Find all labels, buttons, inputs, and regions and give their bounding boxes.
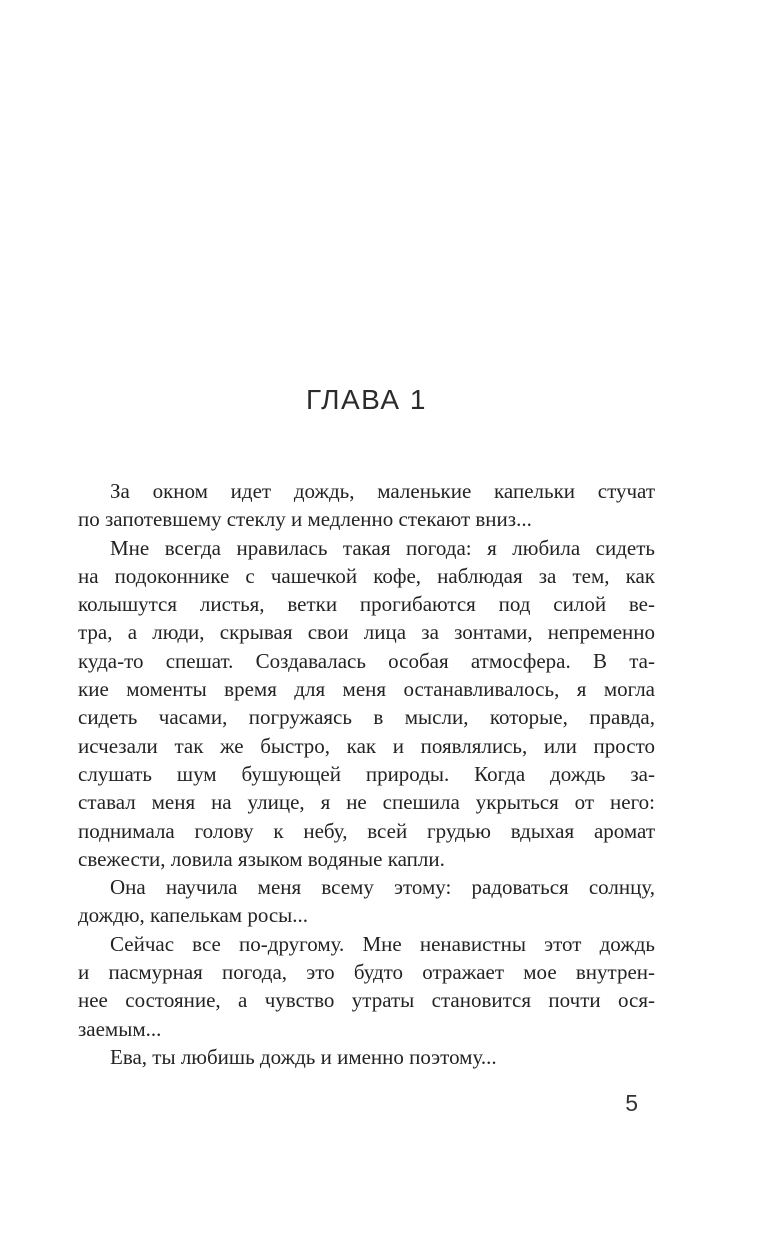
text-line: тра, а люди, скрывая свои лица за зонтами, непременно bbox=[78, 620, 655, 645]
paragraph bbox=[78, 534, 655, 874]
text-line: куда-то спешат. Создавалась особая атмосфера. В та- bbox=[78, 648, 655, 673]
text-line: сидеть часами, погружаясь в мысли, которые, правда, bbox=[78, 705, 655, 730]
text-line: слушать шум бушующей природы. Когда дождь за- bbox=[78, 761, 655, 786]
text-line: заемым... bbox=[78, 1016, 162, 1041]
body-text bbox=[78, 477, 655, 1071]
text-line: нее состояние, а чувство утраты становится почти ося- bbox=[78, 988, 655, 1013]
text-line: колышутся листья, ветки прогибаются под силой ве- bbox=[78, 592, 655, 617]
text-line: Ева, ты любишь дождь и именно поэтому... bbox=[110, 1044, 497, 1069]
text-line: поднимала голову к небу, всей грудью вдыхая аромат bbox=[78, 818, 655, 843]
text-line: Сейчас все по-другому. Мне ненавистны этот дождь bbox=[110, 931, 655, 956]
text-line: исчезали так же быстро, как и появлялись, или просто bbox=[78, 733, 655, 758]
page-number: 5 bbox=[625, 1090, 638, 1116]
paragraph bbox=[78, 930, 655, 1043]
text-line: Она научила меня всему этому: радоваться солнцу, bbox=[110, 875, 655, 900]
paragraph bbox=[78, 477, 655, 534]
paragraph bbox=[78, 1043, 655, 1071]
paragraph bbox=[78, 873, 655, 930]
text-line: кие моменты время для меня останавливалось, я могла bbox=[78, 677, 655, 702]
text-line: дождю, капелькам росы... bbox=[78, 903, 309, 928]
text-line: свежести, ловила языком водяные капли. bbox=[78, 846, 445, 871]
text-line: на подоконнике с чашечкой кофе, наблюдая за тем, как bbox=[78, 563, 655, 588]
text-line: и пасмурная погода, это будто отражает мое внутрен- bbox=[78, 960, 655, 985]
text-line: Мне всегда нравилась такая погода: я любила сидеть bbox=[110, 535, 655, 560]
text-line: За окном идет дождь, маленькие капельки стучат bbox=[110, 479, 655, 503]
text-line: ставал меня на улице, я не спешила укрыться от него: bbox=[78, 790, 655, 815]
chapter-heading: ГЛАВА 1 bbox=[306, 384, 427, 415]
text-line: по запотевшему стеклу и медленно стекают вниз... bbox=[78, 507, 532, 532]
